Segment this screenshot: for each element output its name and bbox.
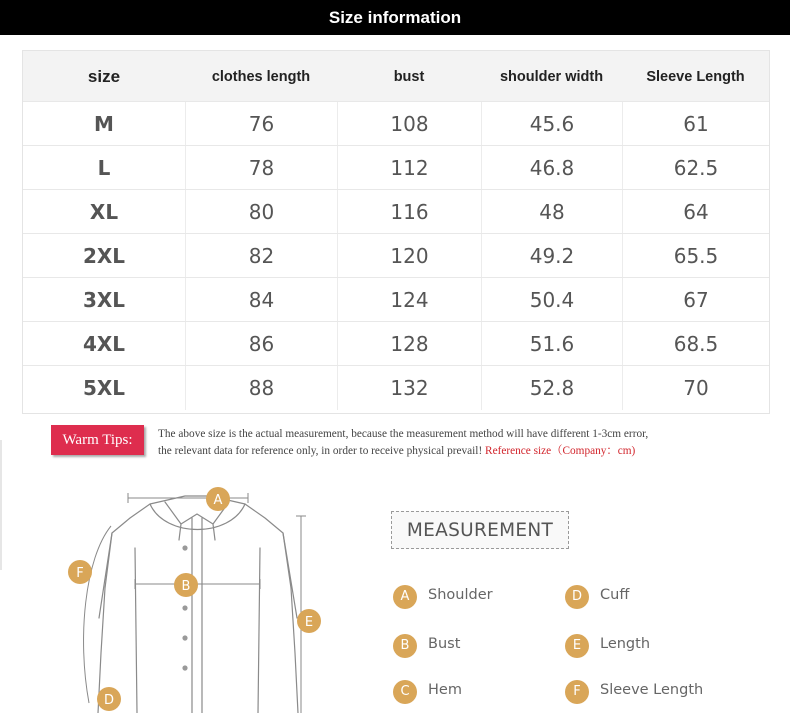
svg-text:E: E <box>304 615 314 630</box>
table-row <box>23 189 769 233</box>
cell-size: 5XL <box>82 376 126 400</box>
cell-bust: 124 <box>337 278 481 322</box>
legend-label-sleeve-length: Sleeve Length <box>600 682 704 698</box>
warm-tips-line-2 <box>158 443 778 460</box>
marker-e-badge: E <box>565 634 589 658</box>
legend-label-bust: Bust <box>428 636 461 652</box>
table-header-row <box>23 51 769 101</box>
shirt-sleeve-lines <box>99 533 297 618</box>
banner-title: Size information <box>328 8 462 27</box>
legend-label-cuff: Cuff <box>600 587 630 603</box>
size-table <box>22 50 770 414</box>
cell-size: M <box>94 112 114 136</box>
marker-d-badge: D <box>565 585 589 609</box>
legend-label-shoulder: Shoulder <box>428 587 493 603</box>
marker-a <box>206 487 230 511</box>
sleeve-measure-line <box>84 526 111 703</box>
cell-bust: 116 <box>337 190 481 234</box>
cell-size: XL <box>89 200 119 224</box>
reference-size-note: Reference size（Company：cm) <box>485 445 636 457</box>
cell-bust: 120 <box>337 234 481 278</box>
button-dot <box>182 545 187 550</box>
svg-text:D: D <box>103 693 115 708</box>
warm-tips-line-2-text: the relevant data for reference only, in order to receive physical prevail! <box>158 445 483 457</box>
cell-bust: 108 <box>337 102 481 146</box>
cell-clothes-length: 88 <box>185 366 337 410</box>
size-information-banner <box>0 0 790 35</box>
cell-clothes-length: 86 <box>185 322 337 366</box>
header-clothes-length: clothes length <box>211 69 311 85</box>
cell-sleeve-length: 64 <box>622 190 769 234</box>
cell-clothes-length: 84 <box>185 278 337 322</box>
cell-clothes-length: 76 <box>185 102 337 146</box>
cell-bust: 112 <box>337 146 481 190</box>
marker-f <box>68 560 92 584</box>
edge-divider <box>0 440 2 570</box>
cell-sleeve-length: 61 <box>622 102 769 146</box>
cell-shoulder-width: 46.8 <box>481 146 622 190</box>
cell-size: 3XL <box>82 288 126 312</box>
button-dot <box>182 605 187 610</box>
legend-label-hem: Hem <box>428 682 462 698</box>
cell-shoulder-width: 50.4 <box>481 278 622 322</box>
cell-sleeve-length: 65.5 <box>622 234 769 278</box>
marker-c-badge: C <box>393 680 417 704</box>
cell-shoulder-width: 49.2 <box>481 234 622 278</box>
marker-b <box>174 573 198 597</box>
marker-d <box>97 687 121 711</box>
cell-sleeve-length: 67 <box>622 278 769 322</box>
header-sleeve-length: Sleeve Length <box>646 69 745 85</box>
marker-f-badge: F <box>565 680 589 704</box>
cell-clothes-length: 80 <box>185 190 337 234</box>
shirt-buttons <box>182 545 187 670</box>
cell-size: 4XL <box>82 332 126 356</box>
header-shoulder-width: shoulder width <box>499 69 604 85</box>
cell-sleeve-length: 68.5 <box>622 322 769 366</box>
shirt-body-seams <box>135 548 260 713</box>
shirt-yoke <box>150 504 245 530</box>
shoulder-measure-line <box>128 493 248 503</box>
table-row <box>23 321 769 365</box>
marker-a-badge: A <box>393 585 417 609</box>
cell-bust: 128 <box>337 322 481 366</box>
cell-shoulder-width: 48 <box>481 190 622 234</box>
button-dot <box>182 665 187 670</box>
cell-shoulder-width: 51.6 <box>481 322 622 366</box>
marker-e <box>297 609 321 633</box>
cell-shoulder-width: 45.6 <box>481 102 622 146</box>
marker-b-badge: B <box>393 634 417 658</box>
table-row <box>23 277 769 321</box>
cell-bust: 132 <box>337 366 481 410</box>
measurement-title: MEASUREMENT <box>391 511 569 549</box>
warm-tips-label: Warm Tips: <box>51 425 144 455</box>
legend-label-length: Length <box>600 636 651 652</box>
header-size: size <box>87 67 121 86</box>
cell-size: 2XL <box>82 244 126 268</box>
button-dot <box>182 635 187 640</box>
table-row <box>23 365 769 409</box>
svg-text:B: B <box>181 579 191 594</box>
cell-shoulder-width: 52.8 <box>481 366 622 410</box>
shirt-outline <box>98 496 298 713</box>
shirt-diagram <box>55 478 345 713</box>
svg-text:A: A <box>213 493 223 508</box>
cell-clothes-length: 82 <box>185 234 337 278</box>
cell-clothes-length: 78 <box>185 146 337 190</box>
svg-text:F: F <box>76 566 84 581</box>
table-row <box>23 233 769 277</box>
cell-size: L <box>97 156 111 180</box>
cell-sleeve-length: 62.5 <box>622 146 769 190</box>
table-row <box>23 145 769 189</box>
measure-lines <box>84 493 306 713</box>
shirt-placket <box>192 518 202 713</box>
warm-tips-text <box>158 426 778 460</box>
header-bust: bust <box>393 69 425 85</box>
cell-sleeve-length: 70 <box>622 366 769 410</box>
warm-tips-line-1: The above size is the actual measurement, because the measurement method will have different 1-3cm error, <box>158 428 649 440</box>
table-row <box>23 101 769 145</box>
